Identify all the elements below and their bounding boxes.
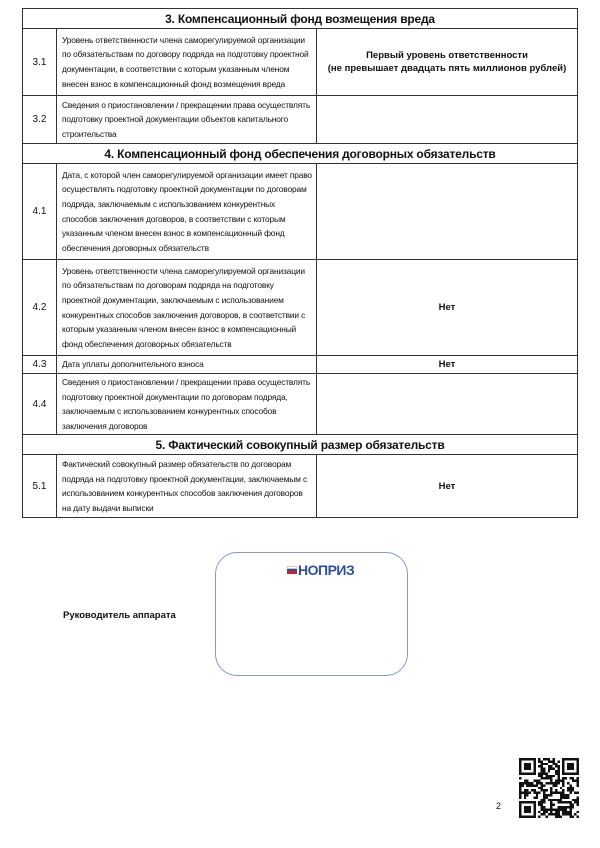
- table-row: [23, 374, 578, 435]
- row-number: 5.1: [23, 455, 57, 518]
- row-value: [317, 260, 578, 356]
- description-line: по обязательствам по договорам подряда на подготовку: [62, 280, 274, 291]
- description-line: конкурентных способов заключения договоров, в соответствии с: [62, 309, 306, 320]
- description-line: документации, в соответствии с которым указанным членом: [62, 64, 290, 74]
- row-value: [317, 356, 578, 374]
- value-line: Нет: [438, 302, 456, 313]
- nopriz-logo: [287, 561, 354, 579]
- description-line: фонд обеспечения договорных обязательств: [62, 338, 232, 349]
- description-line: способов заключения договоров, в соответствии с которым: [62, 213, 286, 224]
- value-line: (не превышает двадцать пять миллионов рублей): [327, 63, 567, 74]
- row-description: [57, 164, 317, 260]
- row-description: [57, 96, 317, 144]
- table-row: [23, 260, 578, 356]
- row-number: 3.2: [23, 96, 57, 144]
- section-title: 5. Фактический совокупный размер обязательств: [23, 435, 578, 455]
- description-line: Сведения о приостановлении / прекращении права осуществлять: [62, 377, 311, 387]
- section-header: [23, 435, 578, 455]
- description-line: подряда на подготовку проектной документации, заключаемым с: [62, 473, 307, 484]
- description-line: подготовку проектной документации по договорам подряда,: [62, 391, 288, 402]
- row-number: 4.2: [23, 260, 57, 356]
- section-title: 4. Компенсационный фонд обеспечения договорных обязательств: [23, 144, 578, 164]
- row-number: 4.3: [23, 356, 57, 374]
- row-description: [57, 455, 317, 518]
- section-title: 3. Компенсационный фонд возмещения вреда: [23, 9, 578, 29]
- logo-text: НОПРИЗ: [298, 562, 355, 578]
- row-description: [57, 356, 317, 374]
- row-number: 4.1: [23, 164, 57, 260]
- description-line: использованием конкурентных способов заключения договоров: [62, 488, 303, 499]
- row-value: [317, 96, 578, 144]
- row-value: [317, 164, 578, 260]
- description-line: Уровень ответственности члена саморегулируемой организации: [62, 265, 305, 276]
- table-row: [23, 164, 578, 260]
- description-line: подготовку проектной документации объектов капитального: [62, 114, 288, 125]
- row-number: 4.4: [23, 374, 57, 435]
- page-number: 2: [496, 801, 502, 811]
- flag-icon: [287, 566, 297, 574]
- section-header: [23, 9, 578, 29]
- description-line: осуществлять подготовку проектной документации по договорам: [62, 184, 307, 195]
- description-line: Уровень ответственности члена саморегулируемой организации: [62, 34, 305, 45]
- description-line: которым указанным членом внесен взнос в компенсационный: [62, 324, 297, 335]
- row-value: [317, 374, 578, 435]
- description-line: подряда, заключаемым с использованием конкурентных: [62, 198, 276, 209]
- description-line: Дата уплаты дополнительного взноса: [62, 359, 204, 370]
- row-description: [57, 260, 317, 356]
- description-line: на дату выдачи выписки: [62, 502, 154, 513]
- description-line: строительства: [62, 128, 117, 139]
- table-row: [23, 356, 578, 374]
- description-line: указанным членом внесен взнос в компенсационный фонд: [62, 228, 285, 239]
- table-row: [23, 29, 578, 96]
- table-row: [23, 455, 578, 518]
- section-header: [23, 144, 578, 164]
- description-line: заключения договоров: [62, 420, 148, 431]
- table-row: [23, 96, 578, 144]
- value-line: Нет: [438, 480, 456, 492]
- row-number: 3.1: [23, 29, 57, 96]
- description-line: внесен взнос в компенсационный фонд возмещения вреда: [62, 78, 286, 89]
- value-line: Нет: [438, 359, 456, 370]
- description-line: Дата, с которой член саморегулируемой организации имеет право: [62, 169, 312, 180]
- row-description: [57, 29, 317, 96]
- row-value: [317, 29, 578, 96]
- description-line: Фактический совокупный размер обязательств по договорам: [62, 459, 292, 470]
- qr-code-icon: [519, 758, 579, 818]
- signer-role: Руководитель аппарата: [63, 610, 176, 621]
- extract-table: [22, 8, 578, 518]
- description-line: Сведения о приостановлении / прекращении права осуществлять: [62, 99, 311, 110]
- description-line: проектной документации, заключаемым с использованием: [62, 294, 284, 305]
- row-value: [317, 455, 578, 518]
- description-line: по обязательствам по договору подряда на подготовку проектной: [62, 49, 309, 60]
- stamp-frame: [215, 552, 408, 676]
- row-description: [57, 374, 317, 435]
- description-line: заключаемым с использованием конкурентных способов: [62, 406, 277, 417]
- description-line: обеспечения договорных обязательств: [62, 242, 209, 253]
- value-line: Первый уровень ответственности: [366, 50, 528, 61]
